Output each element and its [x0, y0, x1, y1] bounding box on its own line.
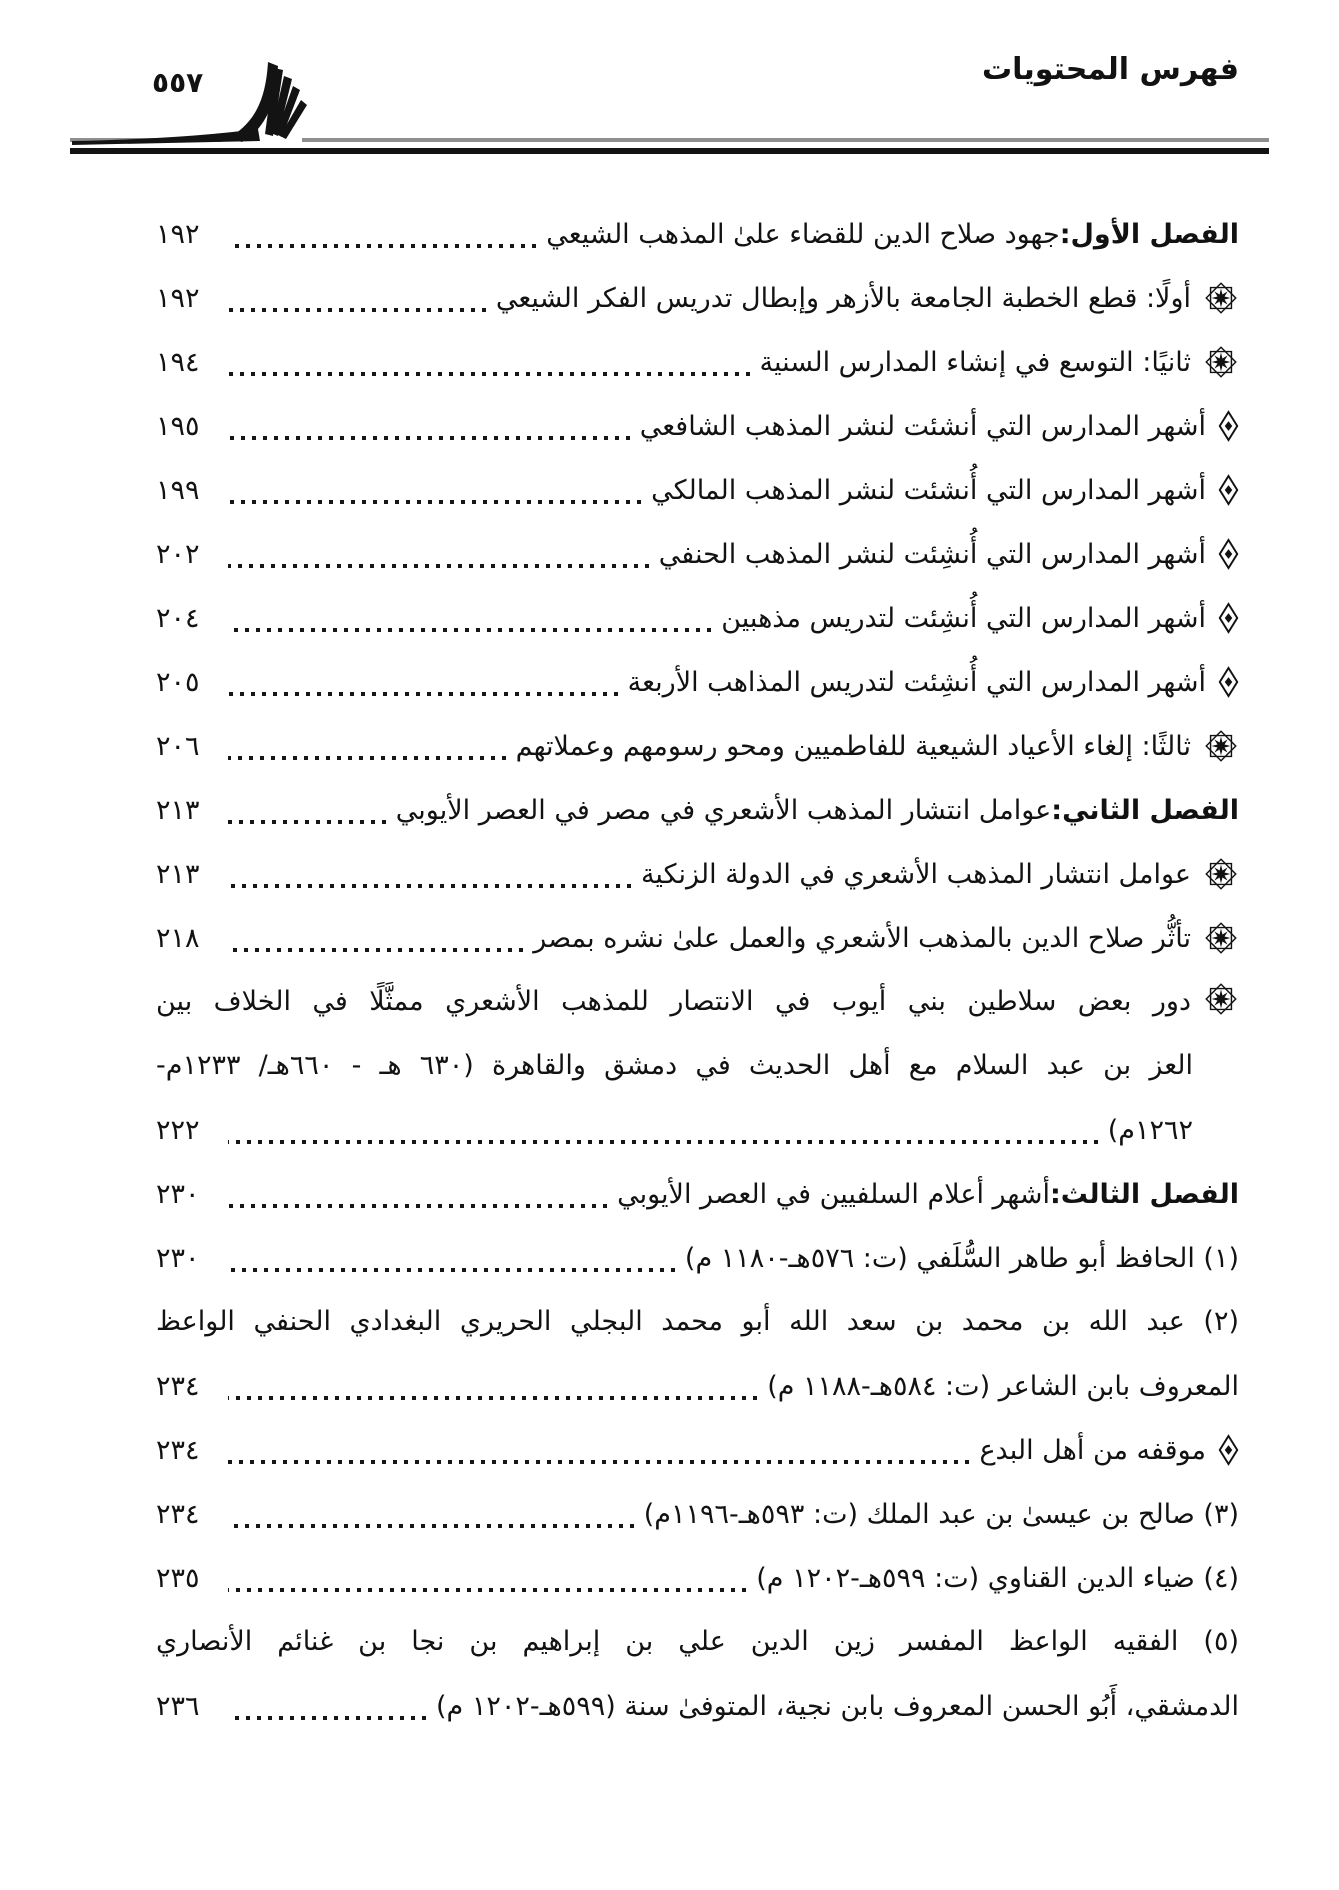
entry-page-number: ١٩٢ [156, 282, 200, 314]
entry-page-number: ٢١٣ [156, 794, 200, 826]
dot-leader [228, 564, 649, 568]
entry-page-number: ٢٠٤ [156, 602, 200, 634]
dot-leader [228, 1524, 634, 1528]
toc-entry-row [156, 650, 1239, 714]
entry-page-number: ٢٠٢ [156, 538, 200, 570]
page-title: فهرس المحتويات [982, 52, 1239, 87]
entry-page-number: ٢٣٤ [156, 1498, 200, 1530]
entry-page-number: ٢٢٢ [156, 1114, 200, 1146]
dot-leader [228, 1588, 746, 1592]
entry-text: المعروف بابن الشاعر (ت: ٥٨٤هـ-١١٨٨ م) [767, 1370, 1239, 1402]
octagram-rosette-bullet-icon [1203, 981, 1239, 1017]
entry-text: موقفه من أهل البدع [979, 1434, 1206, 1466]
toc-entry-row [156, 586, 1239, 650]
page-number: ٥٥٧ [152, 66, 204, 99]
toc-entry-row [156, 522, 1239, 586]
octagram-rosette-bullet-icon [1203, 344, 1239, 380]
toc-entry-row [156, 202, 1239, 266]
entry-text: أشهر المدارس التي أُنشئت لنشر المذهب المالكي [651, 474, 1206, 506]
diamond-bullet-icon [1218, 410, 1239, 442]
dot-leader [228, 756, 506, 760]
entry-text: أشهر أعلام السلفيين في العصر الأيوبي [617, 1178, 1050, 1210]
entry-page-number: ٢١٣ [156, 858, 200, 890]
entry-page-number: ١٩٩ [156, 474, 200, 506]
toc-entry-row [156, 1418, 1239, 1482]
chapter-label: الفصل الثالث: [1050, 1178, 1239, 1210]
dot-leader [228, 372, 750, 376]
dot-leader [228, 1140, 1098, 1144]
toc-entry-row [156, 714, 1239, 778]
dot-leader [228, 820, 386, 824]
entry-page-number: ٢٣٤ [156, 1370, 200, 1402]
diamond-bullet-icon [1218, 474, 1239, 506]
toc-entry-row [156, 266, 1239, 330]
entry-page-number: ٢١٨ [156, 922, 200, 954]
toc-entry-row [156, 1482, 1239, 1546]
dot-leader [228, 948, 523, 952]
toc-entry-row [156, 778, 1239, 842]
entry-page-number: ٢٣٦ [156, 1690, 200, 1722]
entry-text: عوامل انتشار المذهب الأشعري في الدولة الزنكية [640, 858, 1191, 890]
octagram-rosette-bullet-icon [1203, 280, 1239, 316]
toc-entry-row [156, 1162, 1239, 1226]
toc-entry-wrap-line [156, 1034, 1239, 1098]
entry-text: تأثُّر صلاح الدين بالمذهب الأشعري والعمل علىٰ نشره بمصر [533, 922, 1191, 954]
toc-entry-row [156, 1546, 1239, 1610]
entry-text: أولًا: قطع الخطبة الجامعة بالأزهر وإبطال تدريس الفكر الشيعي [495, 282, 1191, 314]
entry-text: (٣) صالح بن عيسىٰ بن عبد الملك (ت: ٥٩٣هـ-١١٩٦م) [643, 1498, 1239, 1530]
dot-leader [228, 308, 486, 312]
entry-page-number: ٢٣٥ [156, 1562, 200, 1594]
toc-entry-row [156, 1674, 1239, 1738]
entry-text: جهود صلاح الدين للقضاء علىٰ المذهب الشيعي [546, 218, 1060, 250]
dot-leader [228, 1204, 607, 1208]
entry-text: أشهر المدارس التي أُنشِئت لتدريس مذهبين [721, 602, 1206, 634]
dot-leader [228, 628, 711, 632]
entry-page-number: ٢٣٤ [156, 1434, 200, 1466]
toc-entry-row [156, 906, 1239, 970]
dot-leader [228, 436, 630, 440]
entry-page-number: ٢٣٠ [156, 1242, 200, 1274]
dot-leader [228, 500, 641, 504]
toc-entry-row [156, 458, 1239, 522]
dot-leader [228, 884, 631, 888]
entry-page-number: ٢٠٥ [156, 666, 200, 698]
entry-page-number: ١٩٢ [156, 218, 200, 250]
entry-page-number: ١٩٤ [156, 346, 200, 378]
dot-leader [228, 1268, 675, 1272]
entry-page-number: ٢٣٠ [156, 1178, 200, 1210]
chapter-label: الفصل الثاني: [1051, 794, 1239, 826]
dot-leader [228, 1396, 757, 1400]
octagram-rosette-bullet-icon [1203, 920, 1239, 956]
diamond-bullet-icon [1218, 1434, 1239, 1466]
toc-entry-wrap-line [156, 1290, 1239, 1354]
dot-leader [228, 244, 536, 248]
octagram-rosette-bullet-icon [1203, 856, 1239, 892]
entry-text: الدمشقي، أَبُو الحسن المعروف بابن نجية، المتوفىٰ سنة (٥٩٩هـ-١٢٠٢ م) [435, 1690, 1239, 1722]
entry-text: أشهر المدارس التي أُنشِئت لتدريس المذاهب الأربعة [627, 666, 1206, 698]
dot-leader [228, 1716, 426, 1720]
entry-text: العز بن عبد السلام مع أهل الحديث في دمشق والقاهرة (٦٣٠ هـ - ٦٦٠هـ/ ١٢٣٣م- [156, 1050, 1194, 1081]
entry-text: (٢) عبد الله بن محمد بن سعد الله أبو محمد البجلي الحريري البغدادي الحنفي الواعظ [156, 1306, 1239, 1337]
entry-text: دور بعض سلاطين بني أيوب في الانتصار للمذهب الأشعري ممثَّلًا في الخلاف بين [156, 986, 1191, 1017]
entry-text: أشهر المدارس التي أنشئت لنشر المذهب الشافعي [639, 410, 1206, 442]
toc-entry-wrap-line [156, 1610, 1239, 1674]
toc-entry-row [156, 394, 1239, 458]
toc-entry-wrap-line [156, 970, 1239, 1034]
toc-entry-row [156, 1226, 1239, 1290]
entry-text: ثانيًا: التوسع في إنشاء المدارس السنية [759, 346, 1191, 378]
entry-page-number: ٢٠٦ [156, 730, 200, 762]
dot-leader [228, 692, 618, 696]
book-pages-icon [72, 56, 322, 156]
entry-text: (١) الحافظ أبو طاهر السُّلَفي (ت: ٥٧٦هـ-١١٨٠ م) [684, 1242, 1239, 1274]
toc-entry-row [156, 1354, 1239, 1418]
dot-leader [228, 1460, 969, 1464]
toc-list [156, 202, 1239, 1738]
entry-text: (٥) الفقيه الواعظ المفسر زين الدين علي بن إبراهيم بن نجا بن غنائم الأنصاري [156, 1626, 1239, 1657]
entry-text: أشهر المدارس التي أُنشِئت لنشر المذهب الحنفي [658, 538, 1206, 570]
diamond-bullet-icon [1218, 602, 1239, 634]
entry-page-number: ١٩٥ [156, 410, 200, 442]
entry-text: عوامل انتشار المذهب الأشعري في مصر في العصر الأيوبي [395, 794, 1052, 826]
toc-entry-row [156, 330, 1239, 394]
toc-entry-row [156, 1098, 1239, 1162]
entry-text: (٤) ضياء الدين القناوي (ت: ٥٩٩هـ-١٢٠٢ م) [756, 1562, 1239, 1594]
diamond-bullet-icon [1218, 538, 1239, 570]
chapter-label: الفصل الأول: [1059, 218, 1239, 250]
octagram-rosette-bullet-icon [1203, 728, 1239, 764]
entry-text: ١٢٦٢م) [1107, 1114, 1193, 1146]
entry-text: ثالثًا: إلغاء الأعياد الشيعية للفاطميين ومحو رسومهم وعملاتهم [515, 730, 1191, 762]
toc-entry-row [156, 842, 1239, 906]
diamond-bullet-icon [1218, 666, 1239, 698]
